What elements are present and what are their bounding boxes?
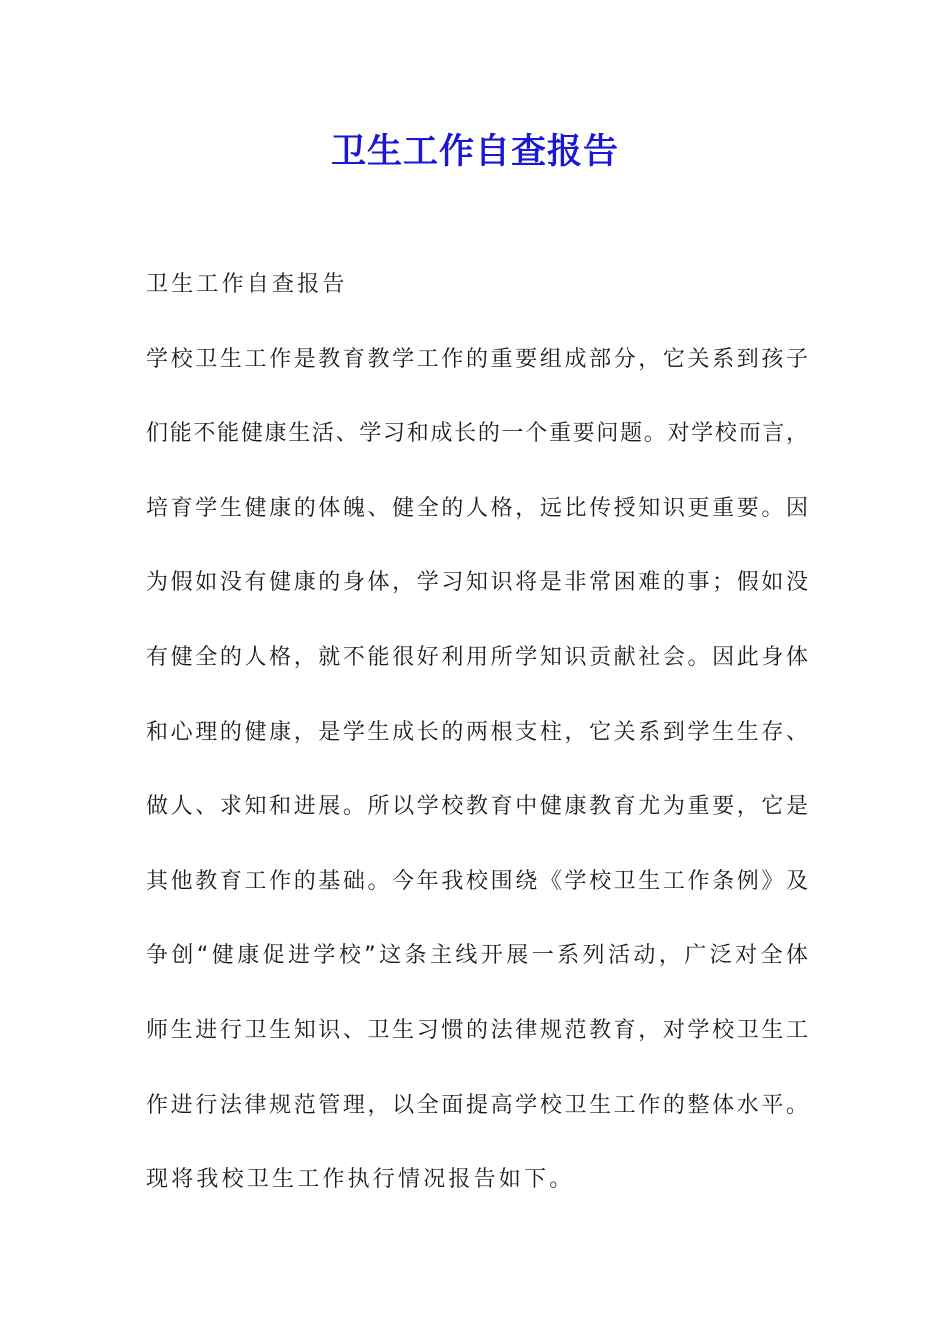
paragraph-line: 其他教育工作的基础。今年我校围绕《学校卫生工作条例》及: [146, 868, 808, 894]
paragraph-line: 师生进行卫生知识、卫生习惯的法律规范教育，对学校卫生工: [146, 1017, 808, 1043]
paragraph-line: 培育学生健康的体魄、健全的人格，远比传授知识更重要。因: [146, 495, 808, 521]
paragraph-line: 有健全的人格，就不能很好利用所学知识贡献社会。因此身体: [146, 644, 808, 670]
paragraph-line: 为假如没有健康的身体，学习知识将是非常困难的事；假如没: [146, 570, 808, 596]
document-subtitle: 卫生工作自查报告: [146, 272, 348, 297]
paragraph-line: 争创“健康促进学校”这条主线开展一系列活动，广泛对全体: [146, 943, 808, 969]
document-body: [146, 264, 826, 1234]
paragraph-line: 学校卫生工作是教育教学工作的重要组成部分，它关系到孩子: [146, 346, 808, 372]
document-title: 卫生工作自查报告: [330, 132, 619, 172]
paragraph-line: 现将我校卫生工作执行情况报告如下。: [146, 1167, 575, 1193]
paragraph-line: 作进行法律规范管理，以全面提高学校卫生工作的整体水平。: [146, 1092, 808, 1118]
paragraph-line: 和心理的健康，是学生成长的两根支柱，它关系到学生生存、: [146, 719, 808, 745]
paragraph-line: 做人、求知和进展。所以学校教育中健康教育尤为重要，它是: [146, 794, 808, 820]
paragraph-line: 们能不能健康生活、学习和成长的一个重要问题。对学校而言，: [146, 421, 808, 447]
